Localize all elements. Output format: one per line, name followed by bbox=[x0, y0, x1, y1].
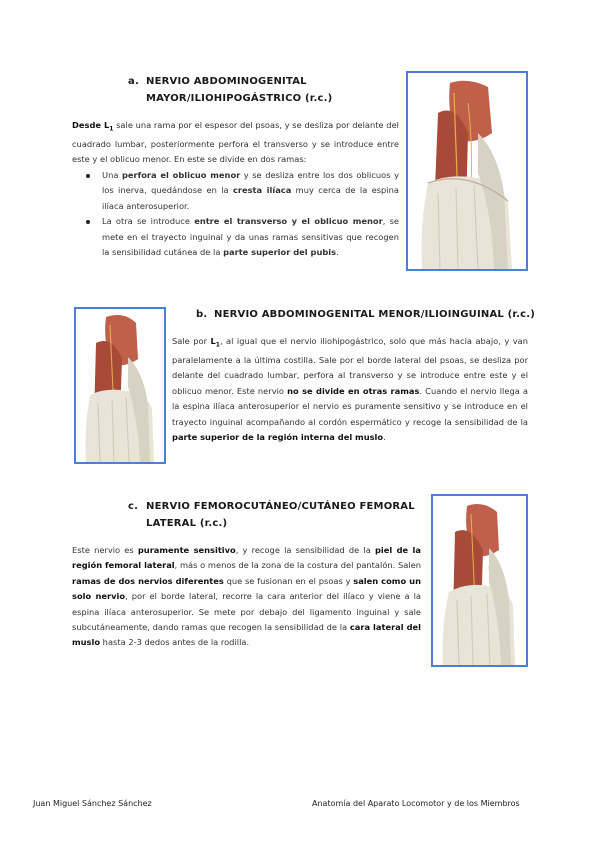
section-a-title-line1: NERVIO ABDOMINOGENITAL bbox=[146, 76, 307, 87]
abdominal-wall-illustration-b bbox=[76, 309, 164, 462]
anatomy-figure-b bbox=[74, 307, 166, 464]
anatomy-figure-c bbox=[431, 494, 528, 667]
section-b-letter: b. bbox=[196, 309, 208, 320]
section-a-intro: Desde $L_1$ sale una rama por el espesor del psoas, y se desliza por delante del cuadrado lumbar, posteriormente perfora el transverso y se introduce entre este y el oblicuo menor. En este se divide en dos ramas: bbox=[72, 120, 399, 165]
section-a-bullet-1: Una perfora el oblicuo menor y se desliza entre los dos oblicuos y los inerva, quedándose en la cresta ilíaca muy cerca de la espina ilíaca anterosuperior. bbox=[72, 168, 399, 214]
footer-author: Juan Miguel Sánchez Sánchez bbox=[33, 799, 152, 808]
section-c-title-line1: NERVIO FEMOROCUTÁNEO/CUTÁNEO FEMORAL bbox=[146, 501, 415, 512]
section-c-letter: c. bbox=[128, 501, 139, 512]
anatomy-figure-b-wrap bbox=[74, 307, 166, 464]
section-b-paragraph: Sale por $L_1$, al igual que el nervio iliohipogástrico, solo que más hacia abajo, y van paralelamente a la última costilla. Sale por el borde lateral del psoas, se desliza por delante del cuadrado lumbar, perfora al transverso y se introduce entre este y el oblicuo menor. Este nervio no se divide en otras ramas. Cuando el nervio llega a la espina ilíaca anterosuperior el nervio es puramente sensitivo y se introduce en el trayecto inguinal acompañando al cordón espermático y recoge la sensibilidad de la parte superior de la región interna del muslo. bbox=[172, 336, 528, 443]
abdominal-wall-illustration-c bbox=[433, 496, 526, 665]
anatomy-figure-a bbox=[406, 71, 528, 271]
section-a-letter: a. bbox=[128, 76, 139, 87]
footer-course: Anatomía del Aparato Locomotor y de los Miembros bbox=[312, 799, 520, 808]
bullet-dot bbox=[86, 174, 90, 178]
section-c-paragraph: Este nervio es puramente sensitivo, y recoge la sensibilidad de la piel de la región femoral lateral, más o menos de la zona de la costura del pantalón. Salen ramas de dos nervios diferentes que se fusionan en el psoas y salen como un solo nervio, por el borde lateral, recorre la cara anterior del ilíaco y viene a la espina ilíaca anterosuperior. Se mete por debajo del ligamento inguinal y sale subcutáneamente, dando ramas que recogen la sensibilidad de la cara lateral del muslo hasta 2-3 dedos antes de la rodilla. bbox=[72, 545, 422, 648]
section-a-heading bbox=[128, 73, 398, 107]
bullet-dot bbox=[86, 220, 90, 224]
section-a-body bbox=[72, 118, 399, 260]
section-c-title-line2: LATERAL (r.c.) bbox=[146, 518, 228, 529]
abdominal-wall-illustration-a bbox=[408, 73, 526, 269]
section-b-title: NERVIO ABDOMINOGENITAL MENOR/ILIOINGUINAL (r.c.) bbox=[214, 309, 536, 320]
section-c-body bbox=[72, 543, 421, 651]
section-a-bullet-2: La otra se introduce entre el transverso y el oblicuo menor, se mete en el trayecto inguinal y da unas ramas sensitivas que recogen la sensibilidad cutánea de la parte superior del pubis. bbox=[72, 214, 399, 260]
section-a-title-line2: MAYOR/ILIOHIPOGÁSTRICO (r.c.) bbox=[146, 93, 333, 104]
section-b-body bbox=[172, 334, 528, 446]
section-b-heading bbox=[196, 306, 536, 323]
section-c-heading bbox=[128, 498, 418, 532]
